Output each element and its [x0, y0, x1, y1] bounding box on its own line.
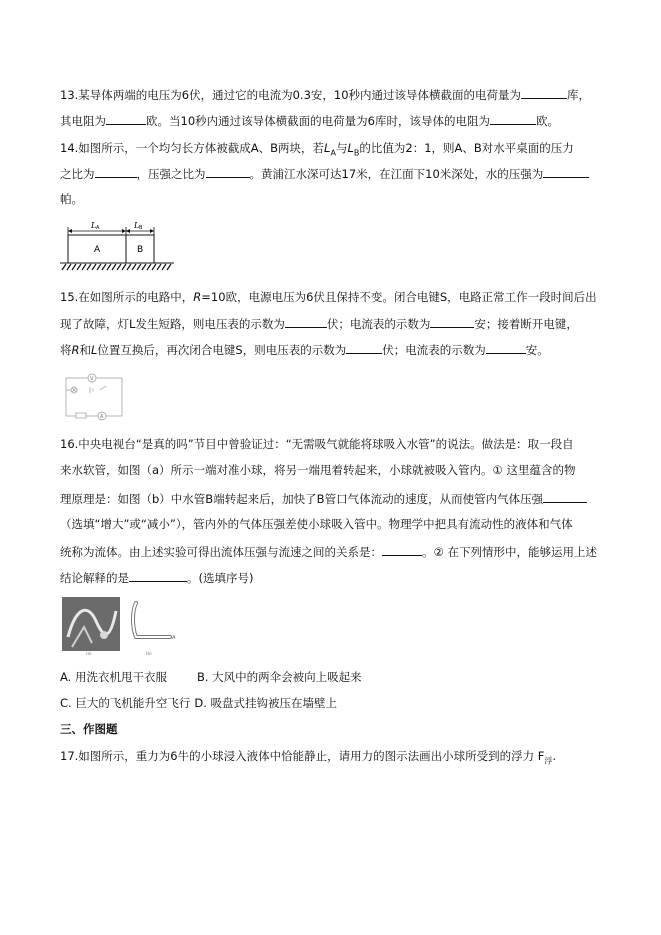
option-d[interactable]: D. 吸盘式挂钩被压在墙壁上 — [194, 696, 338, 710]
symbol-L: L — [347, 141, 354, 155]
q14-text: 与 — [335, 141, 348, 155]
label-lb-sub: B — [139, 225, 143, 231]
q15-text: 安；接着断开电键， — [474, 317, 578, 331]
q16-text: 16.中央电视台“是真的吗”节目中曾验证过：“无需吸气就能将球吸入水管”的说法。做法是：取一段自 — [60, 437, 574, 451]
answer-blank[interactable] — [486, 341, 526, 354]
answer-blank[interactable] — [206, 165, 250, 178]
q16-text: 理原理是：如图（b）中水管B端转起来后，加快了B管口气体流动的速度，从而使管内气体压强 — [60, 492, 544, 506]
answer-blank[interactable] — [430, 315, 474, 328]
label-la-sub: A — [96, 225, 100, 231]
q16-line-1 — [60, 436, 574, 452]
q13-line-2 — [60, 112, 559, 129]
q15-text: 伏；电流表的示数为 — [326, 317, 431, 331]
answer-blank[interactable] — [106, 112, 146, 125]
circuit-figure — [62, 370, 128, 426]
answer-blank[interactable] — [490, 112, 536, 125]
subscript: B — [353, 148, 360, 158]
q14-text: 之比为 — [60, 167, 95, 181]
q13-text: 欧。 — [535, 114, 559, 128]
resistor-icon — [76, 413, 86, 418]
q13-line-1 — [60, 86, 590, 103]
q14-text: 14.如图所示，一个均匀长方体被截成A、B两块，若 — [60, 141, 325, 155]
q16-line-4 — [60, 516, 573, 532]
blocks-figure — [58, 218, 178, 274]
q15-text: 将 — [60, 343, 72, 357]
hose-figure — [62, 597, 182, 655]
answer-blank[interactable] — [521, 86, 567, 99]
section-heading: 三、作图题 — [60, 722, 118, 736]
option-c[interactable]: C. 巨大的飞机能升空飞行 — [60, 696, 191, 710]
q16-line-2 — [60, 462, 576, 478]
symbol-L: L — [324, 141, 331, 155]
subscript: A — [330, 148, 336, 158]
answer-blank[interactable] — [129, 569, 187, 582]
q13-text: 其电阻为 — [60, 114, 106, 128]
block-b-label: B — [137, 245, 144, 255]
q14-line-1 — [60, 140, 574, 161]
q16-line-5 — [60, 543, 597, 560]
caption-b: (b) — [146, 651, 152, 655]
q16-options-2 — [60, 695, 337, 711]
q14-line-2 — [60, 165, 589, 182]
switch-icon — [100, 386, 106, 390]
q15-line-2 — [60, 315, 578, 332]
q17-line — [60, 748, 556, 769]
q16-options-1 — [60, 669, 362, 685]
option-b[interactable]: B. 大风中的两伞会被向上吸起来 — [196, 670, 362, 684]
q15-text: 和 — [79, 343, 91, 357]
q15-text: =10欧，电源电压为6伏且保持不变。闭合电键S，电路正常工作一段时间后出 — [201, 290, 597, 304]
q17-text: 17.如图所示，重力为6牛的小球浸入液体中恰能静止，请用力的图示法画出小球所受到的浮力 F — [60, 749, 545, 763]
q16-text: 。(选填序号) — [187, 571, 254, 585]
subscript: 浮 — [544, 756, 553, 766]
answer-blank[interactable] — [543, 165, 589, 178]
answer-blank[interactable] — [346, 341, 382, 354]
q16-text: 结论解释的是 — [60, 571, 129, 585]
symbol-R: R — [193, 290, 202, 304]
q16-text: （选填“增大”或“减小”），管内外的气体压强差使小球吸入管中。物理学中把具有流动性的液体和气体 — [60, 517, 573, 531]
q14-text: 帕。 — [60, 192, 83, 206]
q15-line-3 — [60, 341, 549, 358]
option-a[interactable]: A. 用洗衣机甩干衣服 — [60, 670, 167, 684]
q15-text: 现了故障，灯L发生短路，则电压表的示数为 — [60, 317, 285, 331]
q15-line-1 — [60, 289, 597, 305]
caption-a: (a) — [86, 651, 92, 655]
q17-text: . — [552, 749, 557, 763]
q14-text: 的比值为2：1，则A、B对水平桌面的压力 — [359, 141, 574, 155]
ground-hatch — [62, 264, 171, 270]
q16-text: 来水软管，如图（a）所示一端对准小球，将另一端甩着转起来，小球就被吸入管内。① 这里蕴含的物 — [60, 463, 576, 477]
label-lb: L — [134, 221, 140, 230]
q14-text: ，压强之比为 — [136, 167, 206, 181]
q15-text: 位置互换后，再次闭合电键S，则电压表的示数为 — [97, 343, 347, 357]
q16-line-6 — [60, 569, 253, 586]
ammeter-label: A — [100, 414, 104, 420]
q13-text: 欧。当10秒内通过该导体横截面的电荷量为6库时，该导体的电阻为 — [146, 114, 490, 128]
q13-text: 13.某导体两端的电压为6伏，通过它的电流为0.3安，10秒内通过该导体横截面的电荷量为 — [60, 88, 522, 102]
label-la: L — [91, 221, 97, 230]
hose-tube-b — [133, 603, 170, 637]
answer-blank[interactable] — [285, 315, 327, 328]
point-a-label: A — [172, 635, 176, 641]
q16-line-3 — [60, 490, 587, 507]
q15-text: 15.在如图所示的电路中， — [60, 290, 194, 304]
q14-line-3 — [60, 191, 83, 207]
q15-text: 伏；电流表的示数为 — [382, 343, 486, 357]
q13-text: 库， — [567, 88, 591, 102]
q14-text: 。黄浦江水深可达17米，在江面下10米深处，水的压强为 — [249, 167, 544, 181]
symbol-L: L — [91, 343, 98, 357]
q16-text: 。② 在下列情形中，能够运用上述 — [422, 545, 597, 559]
answer-blank[interactable] — [95, 165, 137, 178]
answer-blank[interactable] — [543, 490, 587, 503]
block-a-label: A — [94, 245, 101, 255]
voltmeter-label: V — [90, 376, 94, 382]
q15-text: 安。 — [525, 343, 549, 357]
symbol-R: R — [71, 343, 80, 357]
answer-blank[interactable] — [382, 543, 422, 556]
q16-text: 统称为流体。由上述实验可得出流体压强与流速之间的关系是： — [60, 545, 382, 559]
